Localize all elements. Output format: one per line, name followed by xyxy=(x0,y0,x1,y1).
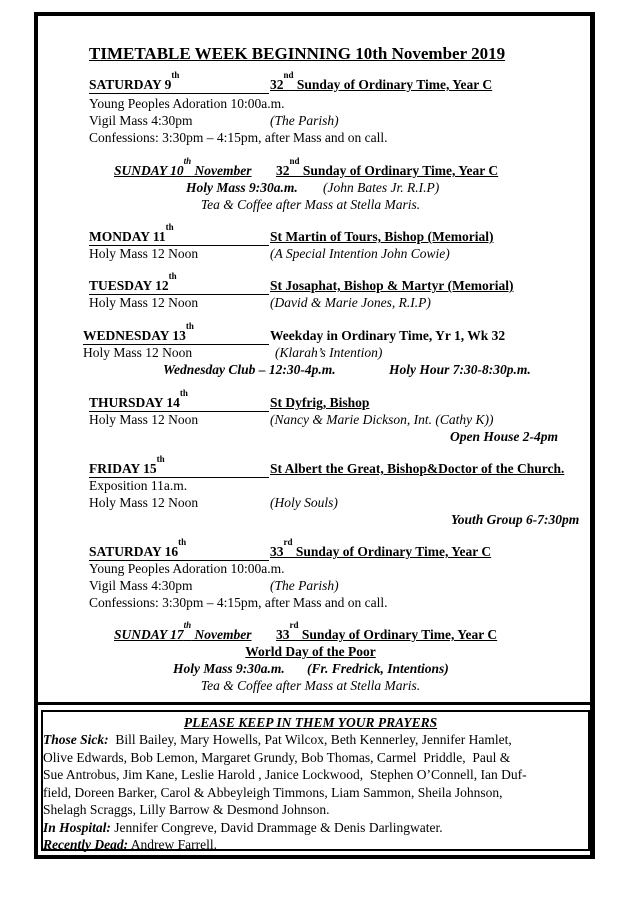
feast-title: 32nd Sunday of Ordinary Time, Year C xyxy=(276,156,499,178)
feast-title: St Dyfrig, Bishop xyxy=(270,395,370,410)
wednesday-club-line: Wednesday Club – 12:30-4p.m. xyxy=(163,362,336,377)
feast-title: St Josaphat, Bishop & Martyr (Memorial) xyxy=(270,278,514,293)
day-heading: SATURDAY 9th xyxy=(89,70,180,92)
feast-title: St Martin of Tours, Bishop (Memorial) xyxy=(270,229,494,244)
mass-intention: (The Parish) xyxy=(270,113,339,128)
mass-intention: (Klarah’s Intention) xyxy=(275,345,383,360)
day-heading: TUESDAY 12th xyxy=(89,271,177,293)
vigil-mass-line: Vigil Mass 4:30pm xyxy=(89,113,193,128)
mass-intention: (Holy Souls) xyxy=(270,495,338,510)
vigil-mass-line: Vigil Mass 4:30pm xyxy=(89,578,193,593)
holy-mass-line: Holy Mass 9:30a.m. xyxy=(173,661,285,676)
youth-group-line: Youth Group 6-7:30pm xyxy=(451,512,580,527)
holy-mass-line: Holy Mass 12 Noon xyxy=(83,345,193,360)
day-heading: SATURDAY 16th xyxy=(89,537,187,559)
adoration-line: Young Peoples Adoration 10:00a.m. xyxy=(89,561,285,576)
mass-intention: (Fr. Fredrick, Intentions) xyxy=(307,661,449,676)
section-divider xyxy=(38,702,592,705)
holy-mass-line: Holy Mass 9:30a.m. xyxy=(186,180,298,195)
mass-intention: (The Parish) xyxy=(270,578,339,593)
prayer-line-1: Those Sick: Bill Bailey, Mary Howells, Pat Wilcox, Beth Kennerley, Jennifer Hamlet, xyxy=(43,732,512,747)
feast-title: St Albert the Great, Bishop&Doctor of the Church. xyxy=(270,461,565,476)
world-day-of-poor: World Day of the Poor xyxy=(245,644,376,659)
recently-dead-line: Recently Dead: Andrew Farrell. xyxy=(43,837,217,852)
holy-mass-line: Holy Mass 12 Noon xyxy=(89,295,199,310)
prayer-line-2: Olive Edwards, Bob Lemon, Margaret Grundy, Bob Thomas, Carmel Priddle, Paul & xyxy=(43,749,511,765)
confessions-line: Confessions: 3:30pm – 4:15pm, after Mass and on call. xyxy=(89,595,388,610)
open-house-line: Open House 2-4pm xyxy=(450,429,558,444)
day-heading: MONDAY 11th xyxy=(89,222,174,244)
mass-intention: (John Bates Jr. R.I.P) xyxy=(323,180,440,195)
holy-mass-line: Holy Mass 12 Noon xyxy=(89,246,199,261)
day-heading: FRIDAY 15th xyxy=(89,454,165,476)
holy-mass-line: Holy Mass 12 Noon xyxy=(89,412,199,427)
confessions-line: Confessions: 3:30pm – 4:15pm, after Mass and on call. xyxy=(89,130,388,145)
prayer-line-3: Sue Antrobus, Jim Kane, Leslie Harold , Janice Lockwood, Stephen O’Connell, Ian Duf- xyxy=(43,767,527,782)
feast-title: 32nd Sunday of Ordinary Time, Year C xyxy=(270,70,493,92)
adoration-line: Young Peoples Adoration 10:00a.m. xyxy=(89,96,285,111)
prayers-heading: PLEASE KEEP IN THEM YOUR PRAYERS xyxy=(183,715,438,730)
feast-title: Weekday in Ordinary Time, Yr 1, Wk 32 xyxy=(270,328,506,343)
sick-label: Those Sick: xyxy=(43,732,109,747)
recently-dead-label: Recently Dead: xyxy=(43,837,129,852)
hospital-label: In Hospital: xyxy=(43,819,111,835)
day-heading: THURSDAY 14th xyxy=(89,388,188,410)
feast-title: 33rd Sunday of Ordinary Time, Year C xyxy=(270,537,492,559)
day-heading: WEDNESDAY 13th xyxy=(83,321,194,343)
prayer-line-5: Shelagh Scraggs, Lilly Barrow & Desmond Johnson. xyxy=(43,802,330,817)
mass-intention: (David & Marie Jones, R.I.P) xyxy=(270,295,431,310)
exposition-line: Exposition 11a.m. xyxy=(89,478,188,493)
day-heading: SUNDAY 10th November xyxy=(114,156,252,178)
tea-coffee-line: Tea & Coffee after Mass at Stella Maris. xyxy=(200,678,421,693)
day-heading: SUNDAY 17th November xyxy=(114,620,252,642)
prayer-line-4: field, Doreen Barker, Carol & Abbeyleigh Timmons, Liam Sammon, Sheila Johnson, xyxy=(43,784,503,800)
feast-title: 33rd Sunday of Ordinary Time, Year C xyxy=(276,620,498,642)
hospital-line: In Hospital: Jennifer Congreve, David Drammage & Denis Darlingwater. xyxy=(43,819,443,835)
mass-intention: (Nancy & Marie Dickson, Int. (Cathy K)) xyxy=(270,412,494,427)
page-title: TIMETABLE WEEK BEGINNING 10th November 2019 xyxy=(89,44,506,63)
tea-coffee-line: Tea & Coffee after Mass at Stella Maris. xyxy=(200,197,421,212)
holy-hour-line: Holy Hour 7:30-8:30p.m. xyxy=(389,362,531,377)
mass-intention: (A Special Intention John Cowie) xyxy=(270,246,450,261)
holy-mass-line: Holy Mass 12 Noon xyxy=(89,495,199,510)
